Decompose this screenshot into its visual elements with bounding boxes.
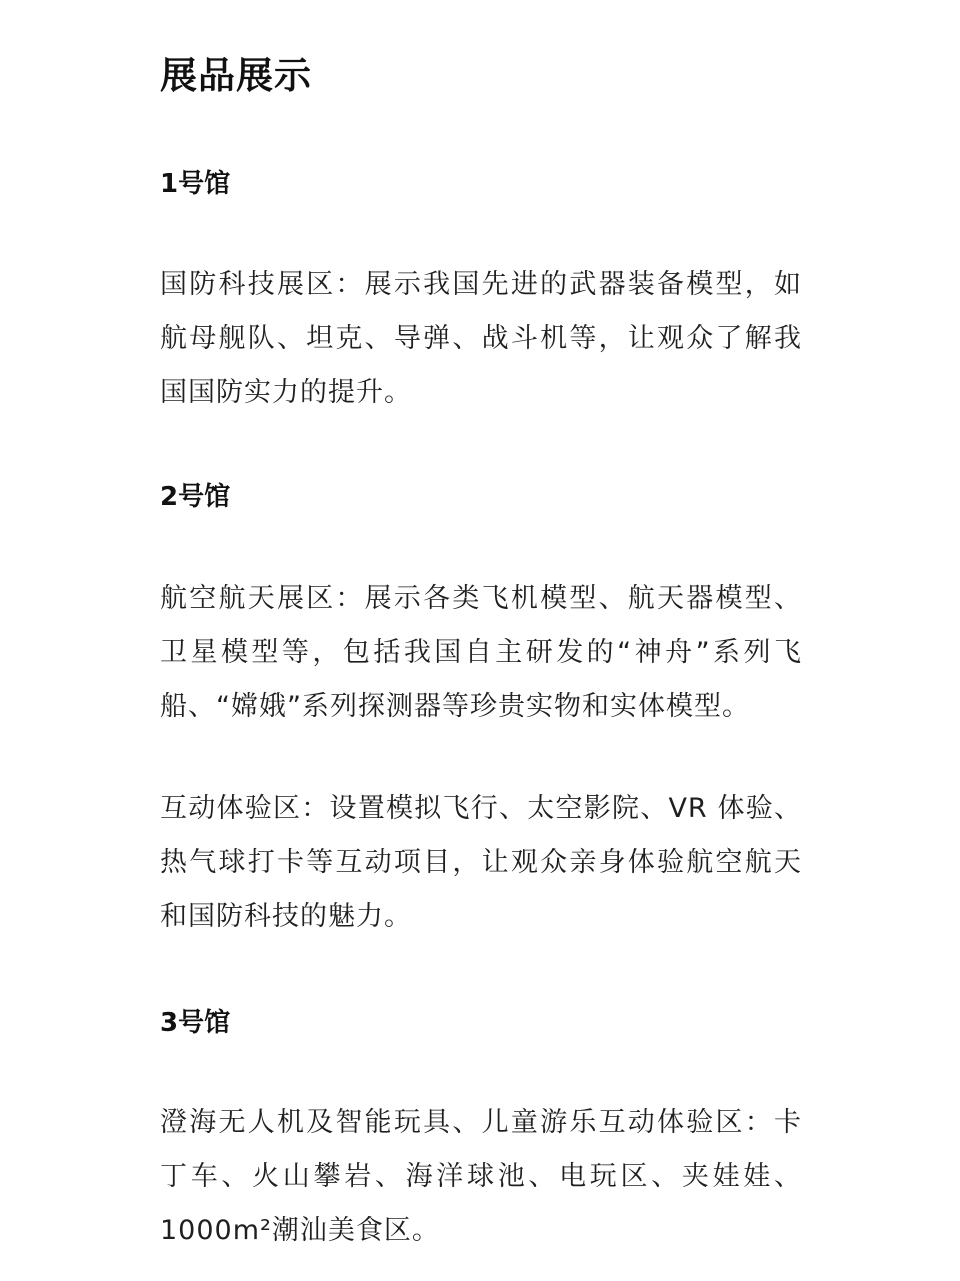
page-title: 展品展示 [160,54,312,97]
hall-2-aerospace-paragraph: 航空航天展区：展示各类飞机模型、航天器模型、卫星模型等，包括我国自主研发的“神舟”系列飞船、“嫦娥”系列探测器等珍贵实物和实体模型。 [160,583,802,722]
hall-2-heading: 2号馆 [160,482,231,512]
hall-3-paragraph: 澄海无人机及智能玩具、儿童游乐互动体验区：卡丁车、火山攀岩、海洋球池、电玩区、夹娃娃、1000m²潮汕美食区。 [160,1107,802,1246]
hall-1-defense-paragraph: 国防科技展区：展示我国先进的武器装备模型，如航母舰队、坦克、导弹、战斗机等，让观众了解我国国防实力的提升。 [160,269,802,408]
hall-1-heading: 1号馆 [160,169,231,199]
hall-3-heading: 3号馆 [160,1008,231,1038]
hall-2-interactive-paragraph: 互动体验区：设置模拟飞行、太空影院、VR 体验、热气球打卡等互动项目，让观众亲身体验航空航天和国防科技的魅力。 [160,793,802,932]
